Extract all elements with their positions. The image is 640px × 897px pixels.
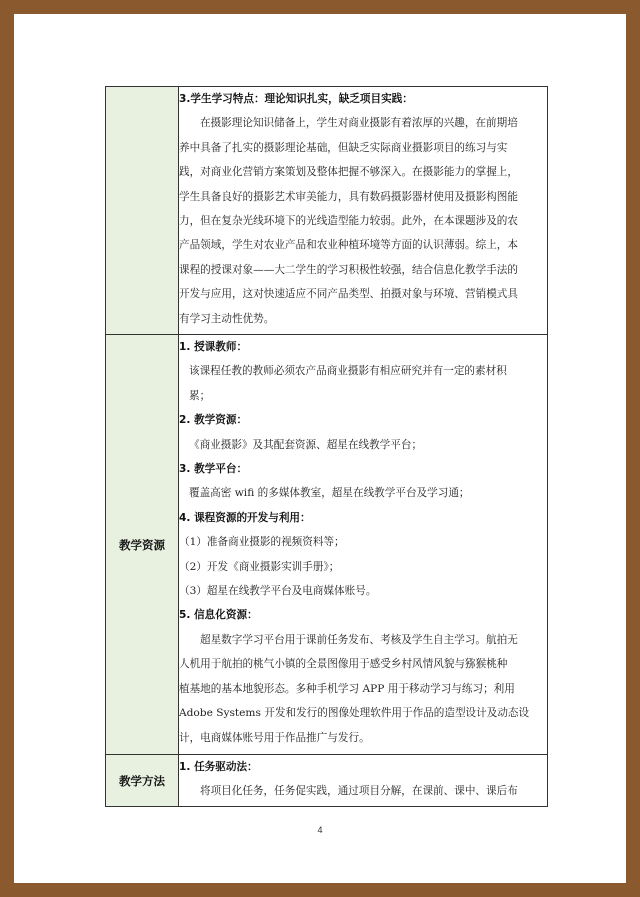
student-line: 力，但在复杂光线环境下的光线造型能力较弱。此外，在本课题涉及的农 bbox=[179, 215, 518, 228]
teacher-line: 累； bbox=[189, 389, 211, 402]
info-line: 计，电商媒体账号用于作品推广与发行。 bbox=[179, 731, 370, 744]
table-row-resources bbox=[106, 335, 548, 755]
platform-heading: 3. 教学平台： bbox=[179, 463, 248, 476]
dev-item: （3）超星在线教学平台及电商媒体账号。 bbox=[179, 585, 377, 598]
info-line: 超星数字学习平台用于课前任务发布、考核及学生自主学习。航拍无 bbox=[200, 633, 518, 646]
lesson-plan-table bbox=[105, 86, 548, 807]
document-page bbox=[14, 14, 626, 883]
dev-heading: 4. 课程资源的开发与利用： bbox=[179, 511, 311, 524]
student-line: 在摄影理论知识储备上，学生对商业摄影有着浓厚的兴趣，在前期培 bbox=[200, 117, 518, 130]
info-heading: 5. 信息化资源： bbox=[179, 609, 258, 622]
student-line: 有学习主动性优势。 bbox=[179, 312, 275, 325]
table-row-student bbox=[106, 87, 548, 335]
row-label-resources: 教学资源 bbox=[106, 335, 179, 755]
page-number: 4 bbox=[317, 825, 323, 835]
student-section bbox=[179, 87, 548, 335]
teacher-line: 该课程任教的教师必须农产品商业摄影有相应研究并有一定的素材积 bbox=[189, 365, 507, 378]
info-line: 人机用于航拍的桃气小镇的全景图像用于感受乡村风情风貌与猕猴桃种 bbox=[179, 658, 508, 671]
dev-item: （2）开发《商业摄影实训手册》； bbox=[179, 560, 340, 573]
dev-item: （1）准备商业摄影的视频资料等； bbox=[179, 536, 345, 549]
material-heading: 2. 教学资源： bbox=[179, 414, 248, 427]
info-line: 植基地的基本地貌形态。多种手机学习 APP 用于移动学习与练习；利用 bbox=[179, 682, 515, 695]
student-line: 产品领域，学生对农业产品和农业种植环境等方面的认识薄弱。综上，本 bbox=[179, 239, 518, 252]
info-line: Adobe Systems 开发和发行的图像处理软件用于作品的造型设计及动态设 bbox=[179, 707, 530, 720]
teacher-heading: 1. 授课教师： bbox=[179, 341, 248, 353]
student-line: 开发与应用，这对快速适应不同产品类型、拍摄对象与环境、营销模式具 bbox=[179, 288, 518, 301]
methods-heading: 1. 任务驱动法： bbox=[179, 761, 258, 773]
material-line: 《商业摄影》及其配套资源、超星在线教学平台； bbox=[189, 438, 423, 451]
resources-section bbox=[179, 335, 548, 755]
student-line: 践，对商业化营销方案策划及整体把握不够深入。在摄影能力的掌握上， bbox=[179, 166, 518, 179]
table-row-methods bbox=[106, 755, 548, 807]
student-line: 学生具备良好的摄影艺术审美能力，具有数码摄影器材使用及摄影构图能 bbox=[179, 190, 518, 203]
platform-line: 覆盖高密 wifi 的多媒体教室，超星在线教学平台及学习通； bbox=[189, 487, 470, 500]
methods-line: 将项目化任务，任务促实践，通过项目分解，在课前、课中、课后布 bbox=[200, 785, 518, 798]
row-label-empty bbox=[106, 87, 179, 335]
student-heading: 3.学生学习特点：理论知识扎实，缺乏项目实践： bbox=[179, 93, 413, 105]
student-line: 养中具备了扎实的摄影理论基础，但缺乏实际商业摄影项目的练习与实 bbox=[179, 141, 508, 154]
row-label-methods: 教学方法 bbox=[106, 755, 179, 807]
methods-section bbox=[179, 755, 548, 807]
student-line: 课程的授课对象——大二学生的学习积极性较强，结合信息化教学手法的 bbox=[179, 263, 518, 276]
